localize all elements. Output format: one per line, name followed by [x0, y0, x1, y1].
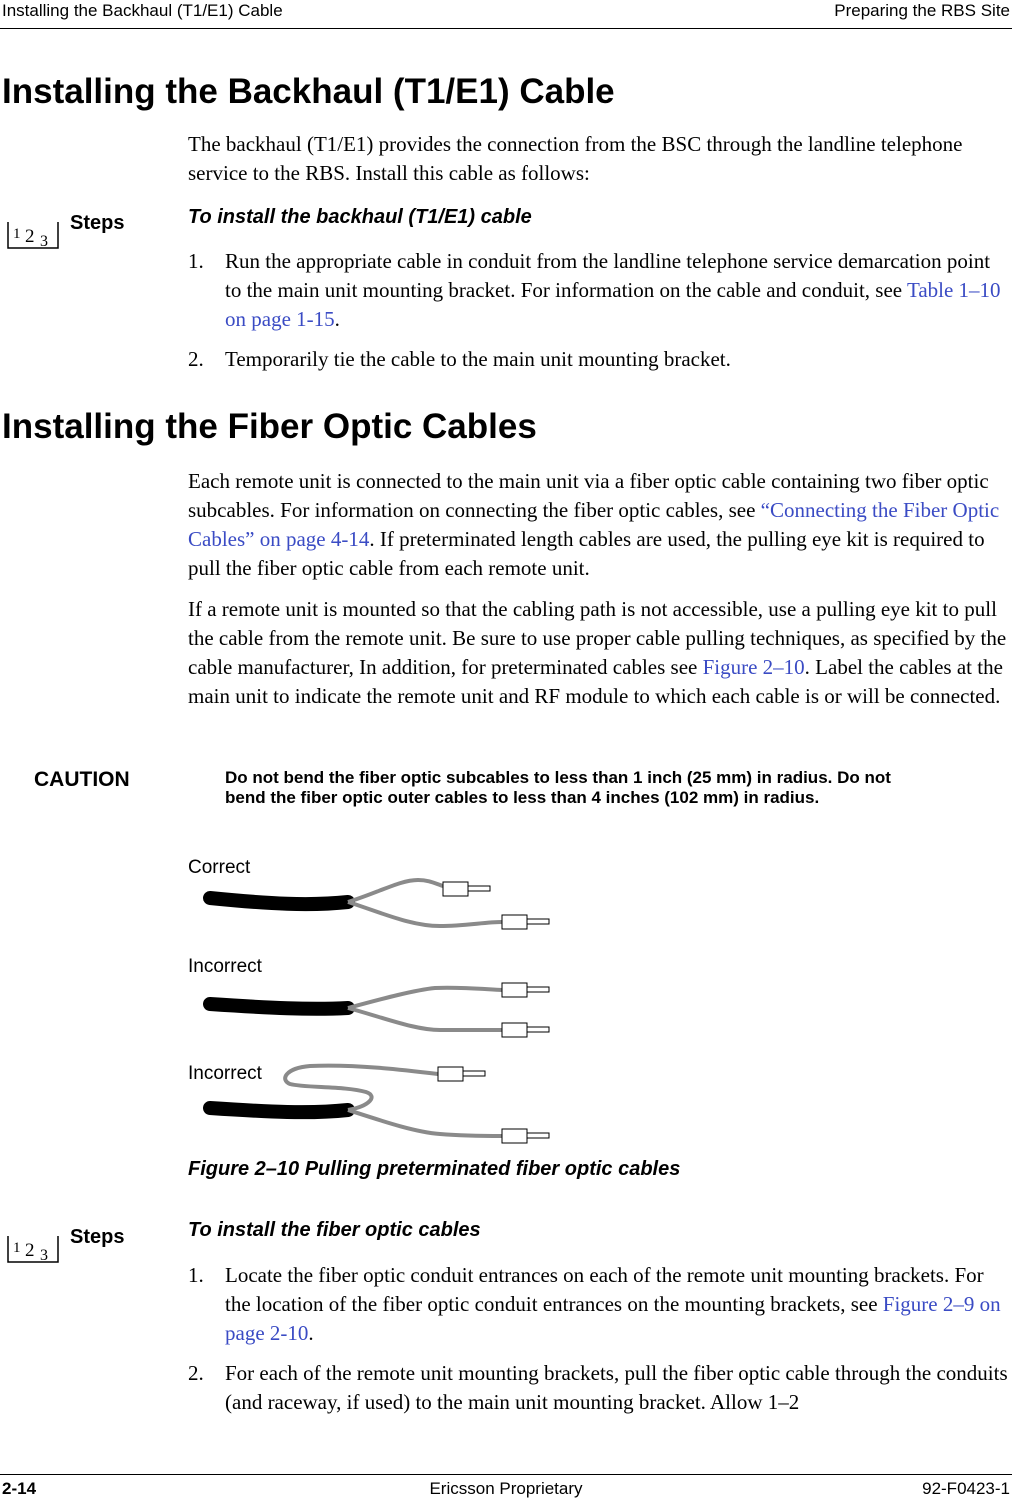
svg-text:1: 1 [13, 1240, 21, 1256]
step-text-end: . [308, 1321, 314, 1345]
backhaul-intro-paragraph: The backhaul (T1/E1) provides the connection from the BSC through the landline telephone service to the RBS. Install this cable as follows: [188, 132, 963, 185]
header-chapter-title: Installing the Backhaul (T1/E1) Cable [2, 1, 283, 20]
running-footer [0, 1474, 1012, 1498]
cable-correct [210, 880, 549, 929]
footer-page-number: 2-14 [2, 1479, 37, 1498]
paragraph-text: If a remote unit is mounted so that the cabling path is not accessible, use a pulling eye kit to pull the cable from the remote unit. Be sure to use proper cable pulling techniques, as specified by the cable manufacturer, In addition, for preterminated cables see [188, 597, 1007, 679]
steps-label: Steps [70, 1226, 125, 1248]
list-item [188, 247, 1010, 334]
cable-incorrect-tight-loop [210, 1066, 549, 1143]
step-text: Temporarily tie the cable to the main unit mounting bracket. [225, 347, 731, 371]
list-item [188, 345, 1010, 374]
fiber-intro [188, 467, 1010, 723]
list-item [188, 1261, 1010, 1348]
link-connecting-fiber-optic-cables[interactable]: “Connecting the Fiber Optic Cables” on page 4-14 [188, 498, 1000, 551]
paragraph-text-end: . Label the cables at the main unit to indicate the remote unit and RF module to which each cable is or will be connected. [188, 655, 1003, 708]
header-section-title: Preparing the RBS Site [834, 1, 1010, 20]
step-text: Run the appropriate cable in conduit from the landline telephone service demarcation point to the main unit mounting bracket. For information on the cable and conduit, see [225, 249, 991, 302]
procedure-title-fiber: To install the fiber optic cables [188, 1219, 481, 1241]
fiber-cable-illustration [190, 870, 570, 1160]
figure-label-correct: Correct [188, 857, 251, 878]
fiber-paragraph-2 [188, 595, 1010, 711]
step-number: 1. [188, 1263, 204, 1287]
backhaul-intro [188, 130, 1010, 200]
step-text: For each of the remote unit mounting brackets, pull the fiber optic cable through the conduits (and raceway, if used) to the main unit mounting bracket. Allow 1–2 [225, 1361, 1008, 1414]
backhaul-steps-list [188, 247, 1010, 385]
paragraph-text: Each remote unit is connected to the main unit via a fiber optic cable containing two fiber optic subcables. For information on connecting the fiber optic cables, see [188, 469, 989, 522]
fiber-steps-list [188, 1261, 1010, 1428]
figure-caption: Figure 2–10 Pulling preterminated fiber optic cables [188, 1158, 681, 1180]
figure-label-incorrect-1: Incorrect [188, 956, 262, 977]
steps-icon [2, 218, 64, 252]
link-figure-2-9[interactable]: Figure 2–9 on page 2-10 [225, 1292, 1001, 1345]
paragraph-text-end: . If preterminated length cables are used, the pulling eye kit is required to pull the fiber optic cable from each remote unit. [188, 527, 985, 580]
link-figure-2-10[interactable]: Figure 2–10 [702, 655, 805, 679]
caution-text: Do not bend the fiber optic subcables to less than 1 inch (25 mm) in radius. Do not bend the fiber optic outer cables to less than 4 inches (102 mm) in radius. [225, 768, 891, 807]
procedure-title-backhaul: To install the backhaul (T1/E1) cable [188, 206, 532, 228]
figure-label-incorrect-2: Incorrect [188, 1063, 262, 1084]
section-heading-backhaul: Installing the Backhaul (T1/E1) Cable [2, 72, 615, 111]
steps-icon [2, 1232, 64, 1266]
svg-text:2: 2 [25, 1240, 35, 1261]
svg-text:3: 3 [40, 1247, 48, 1264]
svg-text:3: 3 [40, 233, 48, 250]
svg-text:1: 1 [13, 226, 21, 242]
footer-document-number: 92-F0423-1 [922, 1479, 1010, 1498]
svg-text:2: 2 [25, 226, 35, 247]
running-header [0, 0, 1012, 29]
footer-proprietary-notice: Ericsson Proprietary [429, 1479, 583, 1498]
cable-incorrect-sharp-split [210, 983, 549, 1037]
step-number: 1. [188, 249, 204, 273]
step-number: 2. [188, 347, 204, 371]
step-number: 2. [188, 1361, 204, 1385]
steps-label: Steps [70, 212, 125, 234]
step-text: Locate the fiber optic conduit entrances on each of the remote unit mounting brackets. For the location of the fiber optic conduit entrances on the mounting brackets, see [225, 1263, 984, 1316]
caution-label: CAUTION [34, 768, 130, 791]
section-heading-fiber-optic: Installing the Fiber Optic Cables [2, 407, 537, 446]
link-table-1-10[interactable]: Table 1–10 on page 1-15 [225, 278, 1001, 331]
step-text-end: . [334, 307, 340, 331]
list-item [188, 1359, 1010, 1417]
fiber-paragraph-1 [188, 467, 1010, 583]
